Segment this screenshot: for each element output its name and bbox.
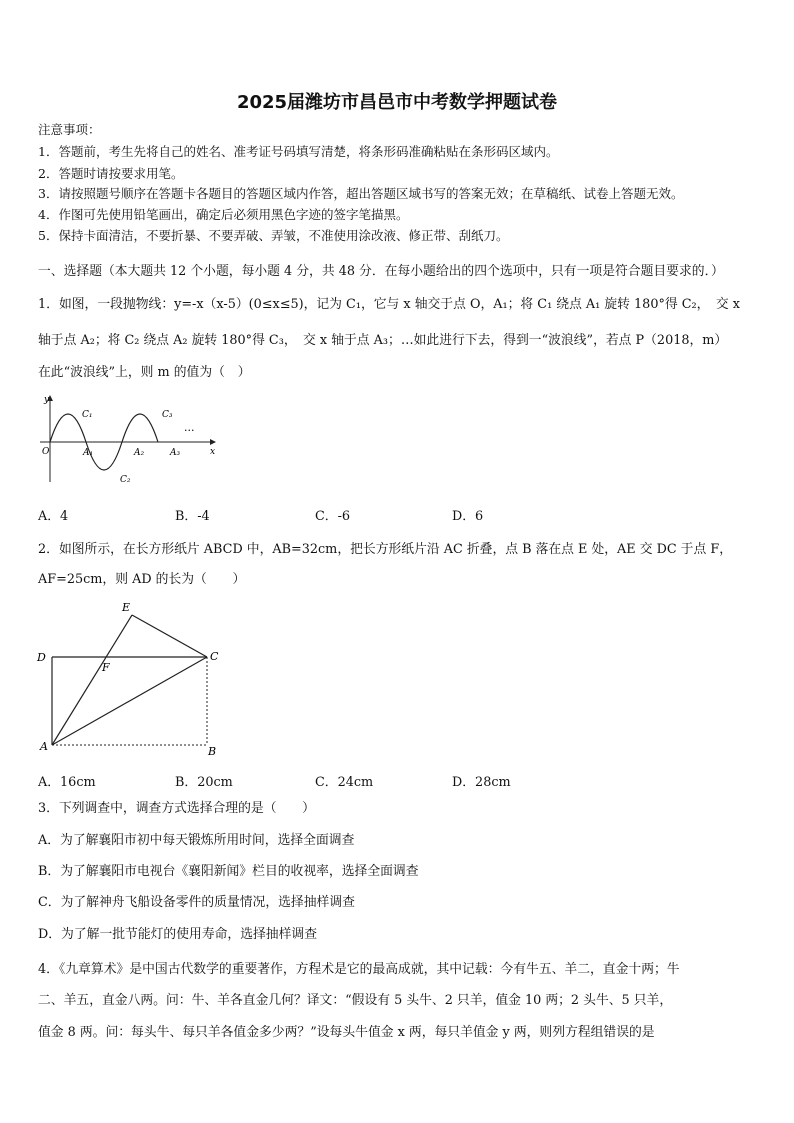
q1-line: 轴于点 A₂；将 C₂ 绕点 A₂ 旋转 180°得 C₃， 交 x 轴于点 A₃；…如此进行下去，得到一“波浪线”，若点 P（2018，m） <box>38 333 728 348</box>
q4-line: 值金 8 两。问：每头牛、每只羊各值金多少两？”设每头牛值金 x 两，每只羊值金 y 两，则列方程组错误的是 <box>38 1025 655 1040</box>
page-title: 2025届潍坊市昌邑市中考数学押题试卷 <box>236 92 558 113</box>
q4-line: 4．《九章算术》是中国古代数学的重要著作，方程术是它的最高成就，其中记载：今有牛五、羊二，直金十两；牛 <box>38 962 680 977</box>
q1-line: 1．如图，一段抛物线：y=-x（x-5）(0≤x≤5)，记为 C₁，它与 x 轴交于点 O，A₁；将 C₁ 绕点 A₁ 旋转 180°得 C₂， 交 x <box>38 297 740 312</box>
q1-wave-figure <box>36 392 226 488</box>
q3-stem: 3．下列调查中，调查方式选择合理的是（ ） <box>38 801 315 816</box>
a2-label: A₂ <box>134 448 145 458</box>
label-a: A <box>40 740 48 753</box>
q3-option-c: C．为了解神舟飞船设备零件的质量情况，选择抽样调查 <box>38 895 355 910</box>
label-e: E <box>122 601 131 614</box>
notice-item: 2．答题时请按要求用笔。 <box>38 166 184 181</box>
label-b: B <box>208 745 217 758</box>
q4-line: 二、羊五，直金八两。问：牛、羊各直金几何？译文：“假设有 5 头牛、2 只羊，值金 10 两；2 头牛、5 只羊， <box>38 993 673 1008</box>
q2-line: 2．如图所示，在长方形纸片 ABCD 中，AB=32cm，把长方形纸片沿 AC 折叠，点 B 落在点 E 处，AE 交 DC 于点 F， <box>38 542 733 557</box>
label-d: D <box>37 651 46 664</box>
c3-label: C₃ <box>162 410 173 420</box>
q2-option-b: B．20cm <box>175 775 233 790</box>
notice-heading: 注意事项： <box>38 122 101 137</box>
y-axis-label: y <box>44 395 50 405</box>
segment-ae <box>52 615 132 745</box>
q1-option-c: C．-6 <box>315 509 351 524</box>
x-axis-arrow <box>210 439 216 445</box>
q3-option-a: A．为了解襄阳市初中每天锻炼所用时间，选择全面调查 <box>38 833 355 848</box>
notice-item: 1．答题前，考生先将自己的姓名、准考证号码填写清楚，将条形码准确粘贴在条形码区域内。 <box>38 144 559 159</box>
q3-option-b: B．为了解襄阳市电视台《襄阳新闻》栏目的收视率，选择全面调查 <box>38 864 419 879</box>
ellipsis-label: ··· <box>184 424 195 437</box>
label-c: C <box>210 650 219 663</box>
section-heading: 一、选择题（本大题共 12 个小题，每小题 4 分，共 48 分．在每小题给出的四个选项中，只有一项是符合题目要求的．） <box>38 264 724 279</box>
q1-line: 在此“波浪线”上，则 m 的值为（ ） <box>38 365 251 380</box>
q1-option-b: B．-4 <box>175 509 210 524</box>
a3-label: A₃ <box>170 448 181 458</box>
q2-rectangle-figure <box>34 598 226 758</box>
diagonal-ac <box>52 657 207 745</box>
notice-item: 4．作图可先使用铅笔画出，确定后必须用黑色字迹的签字笔描黑。 <box>38 207 409 222</box>
notice-item: 3．请按照题号顺序在答题卡各题目的答题区域内作答，超出答题区域书写的答案无效；在草稿纸、试卷上答题无效。 <box>38 186 684 201</box>
c1-label: C₁ <box>82 410 93 420</box>
q3-option-d: D．为了解一批节能灯的使用寿命，选择抽样调查 <box>38 927 317 942</box>
origin-label: O <box>42 447 50 457</box>
notice-item: 5．保持卡面清洁，不要折暴、不要弄破、弄皱，不准使用涂改液、修正带、刮纸刀。 <box>38 228 509 243</box>
label-f: F <box>102 661 110 674</box>
q1-option-d: D．6 <box>452 509 484 524</box>
q2-option-a: A．16cm <box>38 775 96 790</box>
q2-option-d: D．28cm <box>452 775 511 790</box>
a1-label: A₁ <box>83 448 94 458</box>
segment-ec <box>132 615 207 657</box>
x-axis-label: x <box>210 447 216 457</box>
q2-line: AF=25cm，则 AD 的长为（ ） <box>38 572 246 587</box>
q2-option-c: C．24cm <box>315 775 374 790</box>
c2-label: C₂ <box>120 475 131 485</box>
q1-option-a: A．4 <box>38 509 69 524</box>
